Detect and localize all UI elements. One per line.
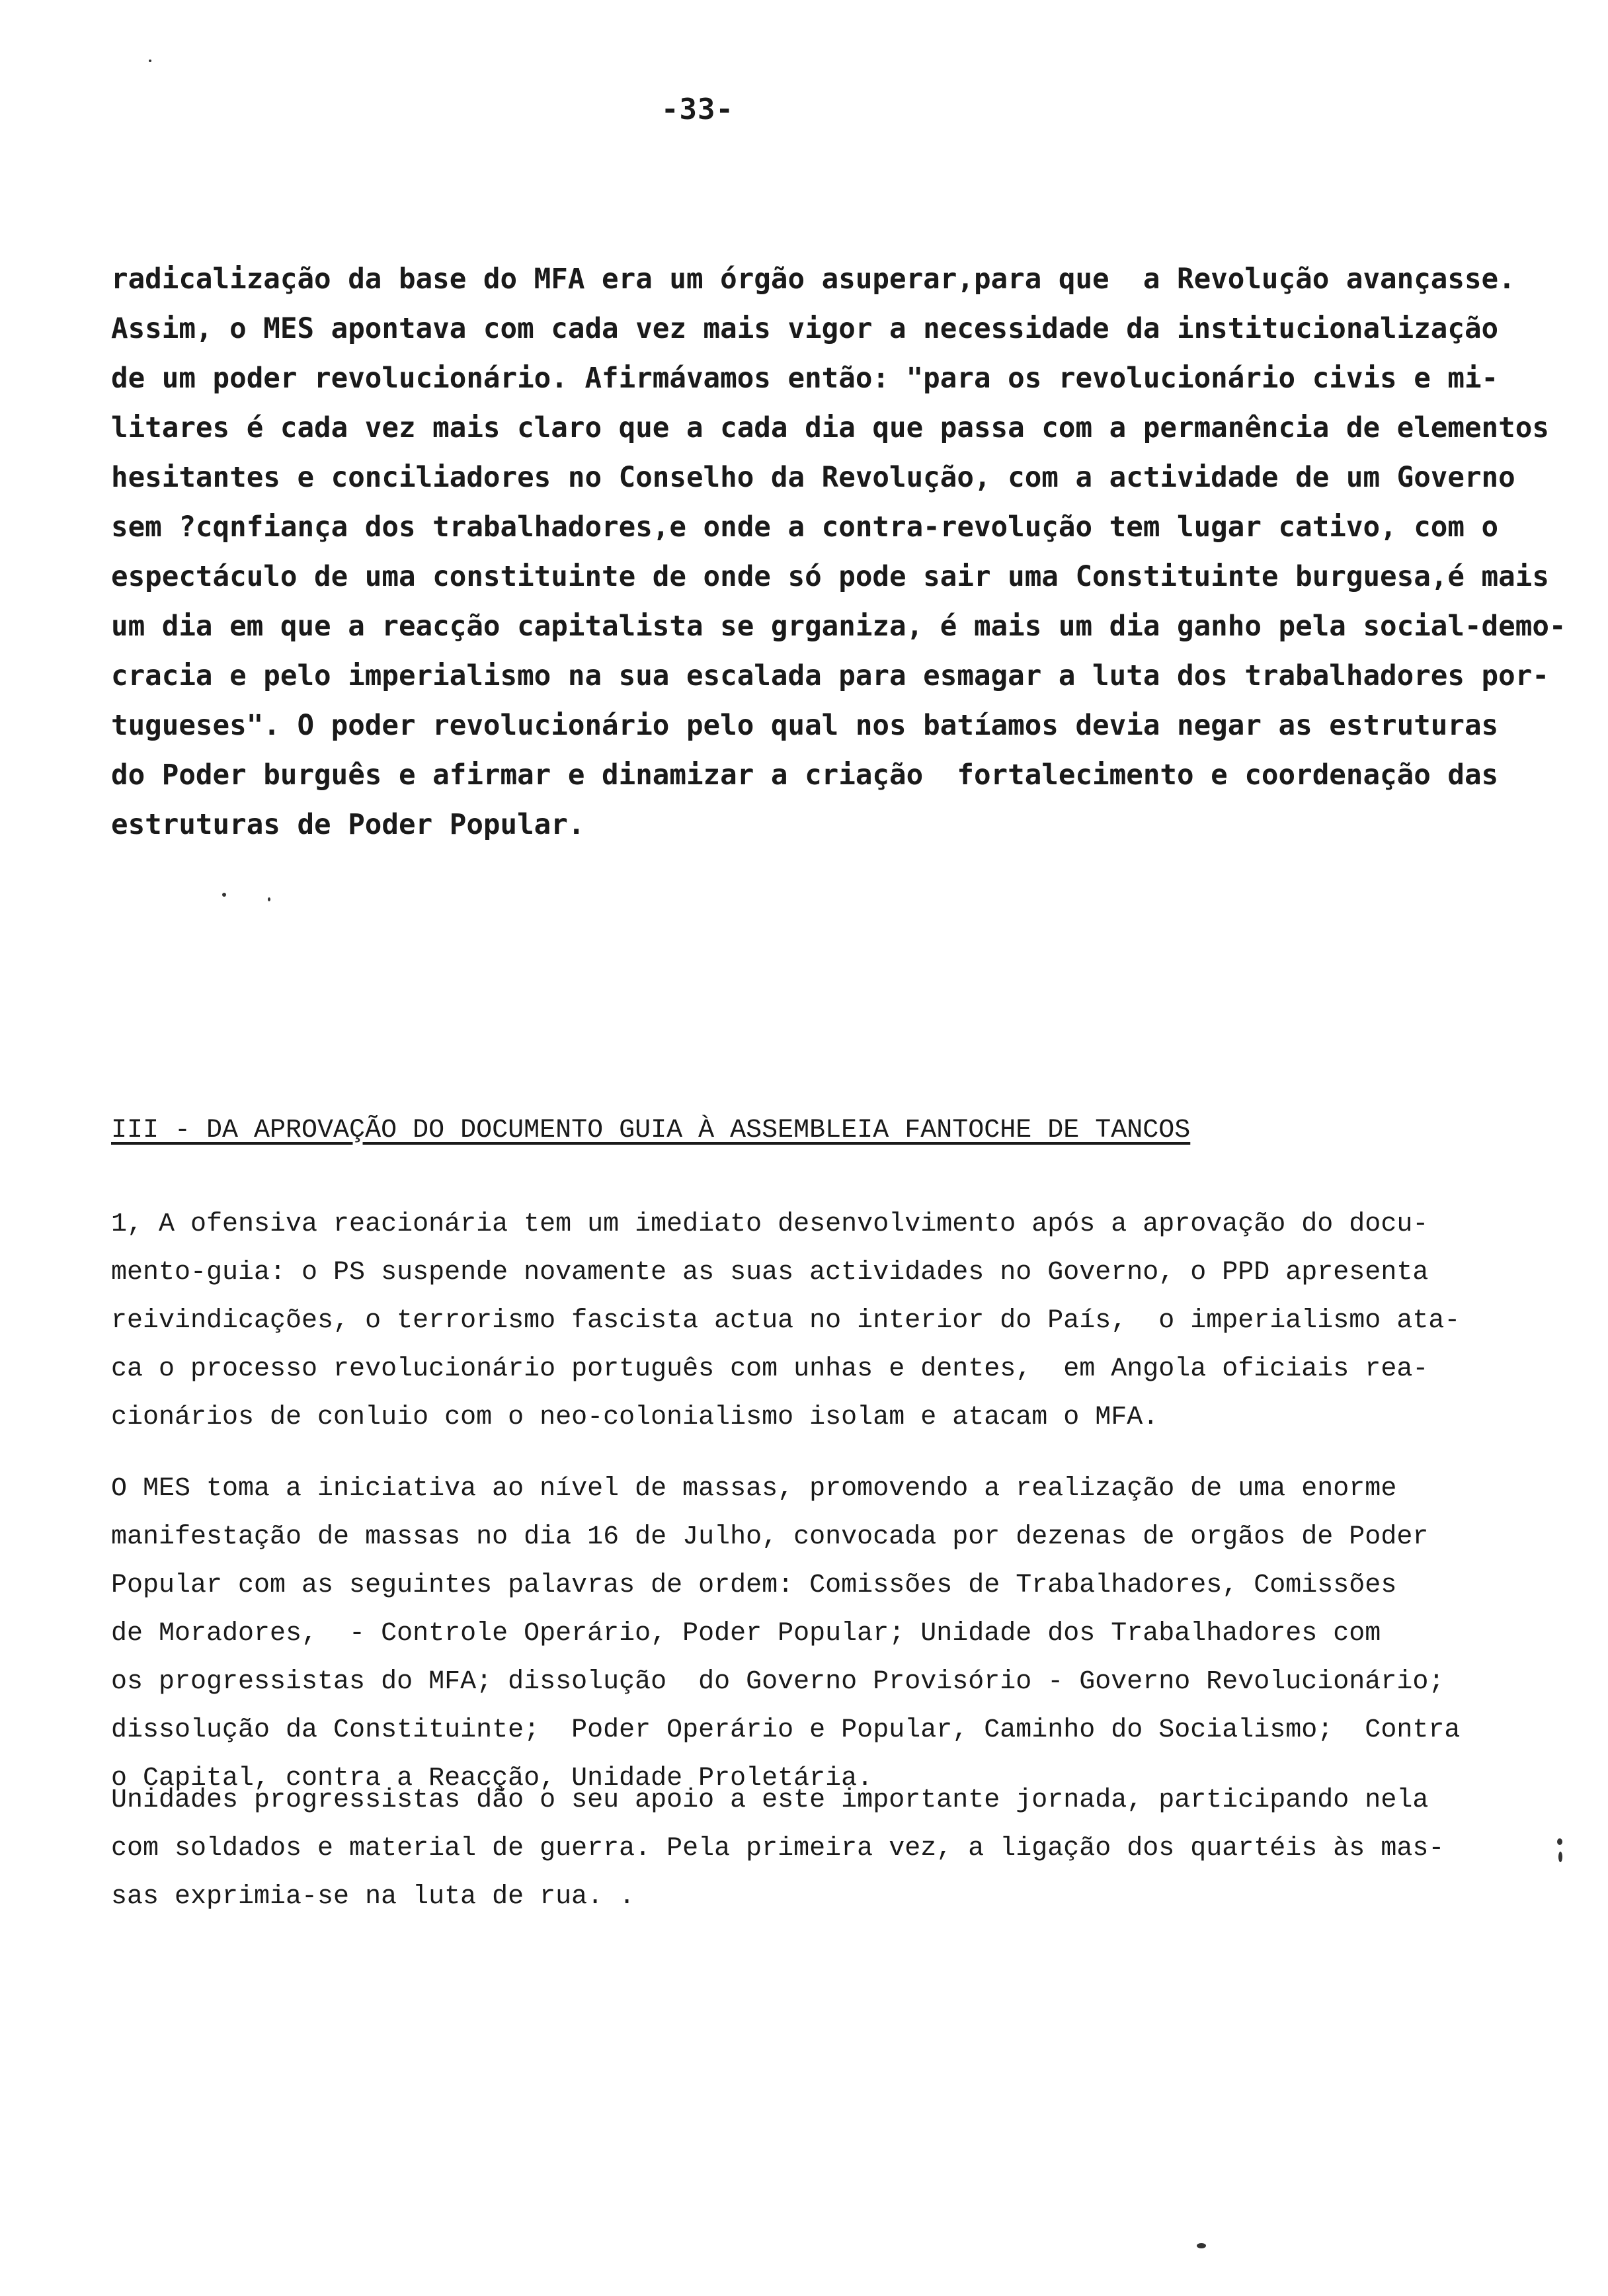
text-line: um dia em que a reacção capitalista se grganiza, é mais um dia ganho pela social-demo- bbox=[111, 610, 1566, 643]
paragraph-mfa-radicalization bbox=[111, 255, 1566, 850]
text-line: dissolução da Constituinte; Poder Operário e Popular, Caminho do Socialismo; Contra bbox=[111, 1715, 1461, 1745]
text-line: sem ?cqnfiança dos trabalhadores,e onde a contra-revolução tem lugar cativo, com o bbox=[111, 511, 1499, 544]
text-line: Unidades progressistas dão o seu apoio a este importante jornada, participando nela bbox=[111, 1785, 1429, 1815]
page-number: -33- bbox=[661, 93, 734, 126]
text-line: estruturas de Poder Popular. bbox=[111, 809, 585, 841]
text-line: tugueses". O poder revolucionário pelo qual nos batíamos devia negar as estruturas bbox=[111, 710, 1499, 742]
scan-speck bbox=[222, 893, 226, 897]
text-line: mento-guia: o PS suspende novamente as suas actividades no Governo, o PPD apresenta bbox=[111, 1258, 1429, 1288]
scan-speck bbox=[1197, 2243, 1206, 2248]
text-line: os progressistas do MFA; dissolução do Governo Provisório - Governo Revolucionário; bbox=[111, 1667, 1445, 1697]
scan-speck bbox=[268, 897, 270, 901]
section-heading: III - DA APROVAÇÃO DO DOCUMENTO GUIA À ASSEMBLEIA FANTOCHE DE TANCOS bbox=[111, 1116, 1191, 1145]
text-line: de Moradores, - Controle Operário, Poder Popular; Unidade dos Trabalhadores com bbox=[111, 1619, 1381, 1649]
text-line: ca o processo revolucionário português com unhas e dentes, em Angola oficiais rea- bbox=[111, 1354, 1429, 1384]
scan-speck bbox=[149, 60, 151, 62]
text-line: o Capital, contra a Reacção, Unidade Proletária. bbox=[111, 1764, 873, 1793]
paragraph-progressive-units bbox=[111, 1776, 1533, 1921]
text-line: cracia e pelo imperialismo na sua escalada para esmagar a luta dos trabalhadores por- bbox=[111, 660, 1549, 692]
text-line: Assim, o MES apontava com cada vez mais vigor a necessidade da institucionalização bbox=[111, 313, 1499, 345]
text-line: reivindicações, o terrorismo fascista actua no interior do País, o imperialismo ata- bbox=[111, 1306, 1461, 1336]
text-line: sas exprimia-se na luta de rua. . bbox=[111, 1882, 635, 1912]
text-line: espectáculo de uma constituinte de onde só pode sair uma Constituinte burguesa,é mais bbox=[111, 561, 1549, 593]
paragraph-reactionary-offensive bbox=[111, 1200, 1533, 1442]
scan-speck bbox=[1557, 1838, 1562, 1845]
text-line: hesitantes e conciliadores no Conselho da Revolução, com a actividade de um Governo bbox=[111, 462, 1515, 494]
text-line: Popular com as seguintes palavras de ordem: Comissões de Trabalhadores, Comissões bbox=[111, 1571, 1397, 1600]
text-line: litares é cada vez mais claro que a cada dia que passa com a permanência de elementos bbox=[111, 412, 1549, 444]
text-line: radicalização da base do MFA era um órgão asuperar,para que a Revolução avançasse. bbox=[111, 263, 1515, 296]
text-line: do Poder burguês e afirmar e dinamizar a criação fortalecimento e coordenação das bbox=[111, 759, 1499, 792]
text-line: com soldados e material de guerra. Pela primeira vez, a ligação dos quartéis às mas- bbox=[111, 1834, 1445, 1864]
text-line: cionários de conluio com o neo-colonialismo isolam e atacam o MFA. bbox=[111, 1403, 1159, 1432]
text-line: manifestação de massas no dia 16 de Julho, convocada por dezenas de orgãos de Poder bbox=[111, 1522, 1429, 1552]
text-line: O MES toma a iniciativa ao nível de massas, promovendo a realização de uma enorme bbox=[111, 1474, 1397, 1504]
paragraph-mes-initiative bbox=[111, 1465, 1533, 1803]
text-line: de um poder revolucionário. Afirmávamos então: "para os revolucionário civis e mi- bbox=[111, 362, 1499, 395]
scan-speck bbox=[1558, 1852, 1562, 1862]
text-line: 1, A ofensiva reacionária tem um imediato desenvolvimento após a aprovação do docu- bbox=[111, 1210, 1429, 1239]
